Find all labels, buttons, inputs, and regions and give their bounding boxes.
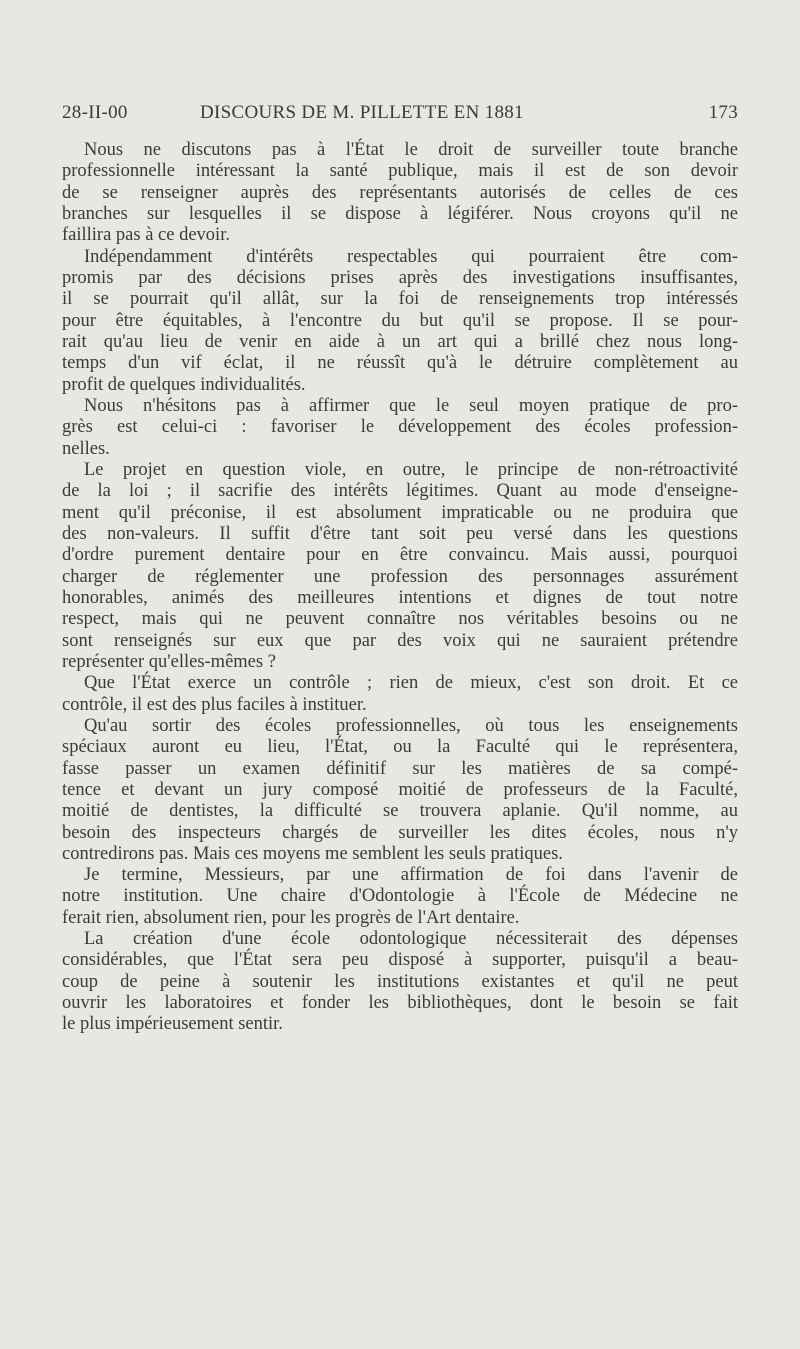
text-line: Indépendamment d'intérêts respectables qui pourraient être com- — [84, 246, 738, 267]
text-line: sont renseignés sur eux que par des voix qui ne sauraient prétendre — [62, 630, 738, 651]
text-line: Nous n'hésitons pas à affirmer que le seul moyen pratique de pro- — [84, 395, 738, 416]
text-line: Qu'au sortir des écoles professionnelles, où tous les enseignements — [84, 715, 738, 736]
text-line: branches sur lesquelles il se dispose à légiférer. Nous croyons qu'il ne — [62, 203, 738, 224]
header-title: DISCOURS DE M. PILLETTE EN 1881 — [200, 102, 524, 123]
text-line: besoin des inspecteurs chargés de surveiller les dites écoles, nous n'y — [62, 822, 738, 843]
text-line: le plus impérieusement sentir. — [62, 1014, 283, 1035]
text-line: promis par des décisions prises après des investigations insuffisantes, — [62, 267, 738, 288]
text-line: nelles. — [62, 438, 110, 459]
page-body — [62, 140, 738, 1036]
text-line: contredirons pas. Mais ces moyens me semblent les seuls pratiques. — [62, 843, 563, 864]
text-line: Le projet en question viole, en outre, le principe de non-rétroactivité — [84, 459, 738, 480]
text-line: il se pourrait qu'il allât, sur la foi de renseignements trop intéressés — [62, 289, 738, 310]
text-line: charger de réglementer une profession des personnages assurément — [62, 566, 738, 587]
text-line: pour être équitables, à l'encontre du but qu'il se propose. Il se pour- — [62, 310, 738, 331]
text-line: moitié de dentistes, la difficulté se trouvera aplanie. Qu'il nomme, au — [62, 801, 738, 822]
paragraph — [62, 673, 738, 716]
text-line: des non-valeurs. Il suffit d'être tant soit peu versé dans les questions — [62, 523, 738, 544]
text-line: de se renseigner auprès des représentants autorisés de celles de ces — [62, 182, 738, 203]
running-header — [62, 102, 738, 128]
paragraph — [62, 247, 738, 396]
text-line: notre institution. Une chaire d'Odontologie à l'École de Médecine ne — [62, 886, 738, 907]
text-line: honorables, animés des meilleures intentions et dignes de tout notre — [62, 587, 738, 608]
text-line: coup de peine à soutenir les institutions existantes et qu'il ne peut — [62, 971, 738, 992]
text-line: Nous ne discutons pas à l'État le droit de surveiller toute branche — [84, 140, 738, 160]
text-line: considérables, que l'État sera peu disposé à supporter, puisqu'il a beau- — [62, 950, 738, 971]
paragraph — [62, 716, 738, 865]
paragraph — [62, 140, 738, 247]
text-line: faillira pas à ce devoir. — [62, 225, 230, 246]
text-line: respect, mais qui ne peuvent connaître nos véritables besoins ou ne — [62, 609, 738, 630]
paragraph — [62, 929, 738, 1036]
header-date: 28-II-00 — [62, 102, 128, 123]
paragraph — [62, 396, 738, 460]
paragraph — [62, 865, 738, 929]
text-line: profit de quelques individualités. — [62, 374, 306, 395]
text-line: fasse passer un examen définitif sur les matières de sa compé- — [62, 758, 738, 779]
paragraph — [62, 460, 738, 673]
text-line: professionnelle intéressant la santé publique, mais il est de son devoir — [62, 161, 738, 182]
text-line: de la loi ; il sacrifie des intérêts légitimes. Quant au mode d'enseigne- — [62, 481, 738, 502]
text-line: temps d'un vif éclat, il ne réussît qu'à le détruire complètement au — [62, 353, 738, 374]
text-line: tence et devant un jury composé moitié de professeurs de la Faculté, — [62, 779, 738, 800]
page-number: 173 — [708, 102, 738, 123]
text-line: contrôle, il est des plus faciles à instituer. — [62, 694, 367, 715]
text-line: d'ordre purement dentaire pour en être convaincu. Mais aussi, pourquoi — [62, 545, 738, 566]
text-line: représenter qu'elles-mêmes ? — [62, 651, 276, 672]
text-line: Que l'État exerce un contrôle ; rien de mieux, c'est son droit. Et ce — [84, 673, 738, 694]
text-line: ment qu'il préconise, il est absolument impraticable ou ne produira que — [62, 502, 738, 523]
text-line: La création d'une école odontologique nécessiterait des dépenses — [84, 929, 738, 950]
text-line: rait qu'au lieu de venir en aide à un art qui a brillé chez nous long- — [62, 331, 738, 352]
text-line: spéciaux auront eu lieu, l'État, ou la Faculté qui le représentera, — [62, 737, 738, 758]
text-line: Je termine, Messieurs, par une affirmation de foi dans l'avenir de — [84, 865, 738, 886]
text-line: ferait rien, absolument rien, pour les progrès de l'Art dentaire. — [62, 907, 520, 928]
text-line: grès est celui-ci : favoriser le développement des écoles profession- — [62, 417, 738, 438]
text-line: ouvrir les laboratoires et fonder les bibliothèques, dont le besoin se fait — [62, 993, 738, 1014]
